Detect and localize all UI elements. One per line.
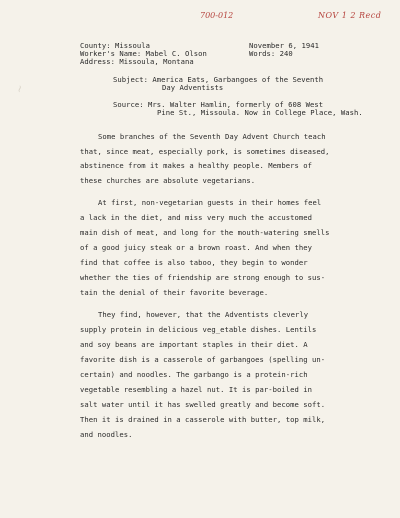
body-line: and noodles.	[80, 430, 133, 439]
body-line: main dish of meat, and long for the mouth-watering smells	[80, 228, 330, 237]
body-line: supply protein in delicious veg_etable dishes. Lentils	[80, 325, 317, 334]
body-line: Then it is drained in a casserole with butter, top milk,	[80, 415, 326, 424]
body-line: and soy beans are important staples in their diet. A	[80, 340, 308, 349]
body-line: these churches are absolute vegetarians.	[80, 176, 256, 185]
body-line: At first, non-vegetarian guests in their homes feel	[98, 198, 322, 207]
body-line: abstinence from it makes a healthy people. Members of	[80, 161, 312, 170]
body-line: tain the denial of their favorite beverage.	[80, 288, 269, 297]
body-line: vegetable resembling a hazel nut. It is par-boiled in	[80, 385, 312, 394]
body-line: Some branches of the Seventh Day Advent Church teach	[98, 132, 326, 141]
word-count-line: Words: 240	[249, 49, 293, 58]
faint-margin-mark: ~	[14, 83, 27, 95]
body-line: of a good juicy steak or a brown roast. And when they	[80, 243, 312, 252]
subject-line: Subject: America Eats, Garbangoes of the Seventh	[113, 75, 324, 84]
county-line: County: Missoula	[80, 41, 151, 50]
body-line: whether the ties of friendship are strong enough to sus-	[80, 273, 326, 282]
body-line: find that coffee is also taboo, they begin to wonder	[80, 258, 308, 267]
body-line: salt water until it has swelled greatly and become soft.	[80, 400, 326, 409]
source-continuation: Pine St., Missoula. Now in College Place, Wash.	[157, 108, 363, 117]
subject-continuation: Day Adventists	[162, 83, 224, 92]
source-line: Source: Mrs. Walter Hamlin, formerly of 608 West	[113, 100, 324, 109]
body-line: certain) and noodles. The garbango is a protein-rich	[80, 370, 308, 379]
date-line: November 6, 1941	[249, 41, 320, 50]
address-line: Address: Missoula, Montana	[80, 57, 194, 66]
worker-line: Worker's Name: Mabel C. Olson	[80, 49, 207, 58]
body-line: a lack in the diet, and miss very much the accustomed	[80, 213, 312, 222]
body-line: They find, however, that the Adventists cleverly	[98, 310, 309, 319]
body-line: favorite dish is a casserole of garbangoes (spelling un-	[80, 355, 326, 364]
received-date-stamp: NOV 1 2 Recd	[318, 11, 382, 20]
body-line: that, since meat, especially pork, is sometimes diseased,	[80, 147, 330, 156]
handwritten-catalog-number: 700-012	[200, 11, 234, 20]
